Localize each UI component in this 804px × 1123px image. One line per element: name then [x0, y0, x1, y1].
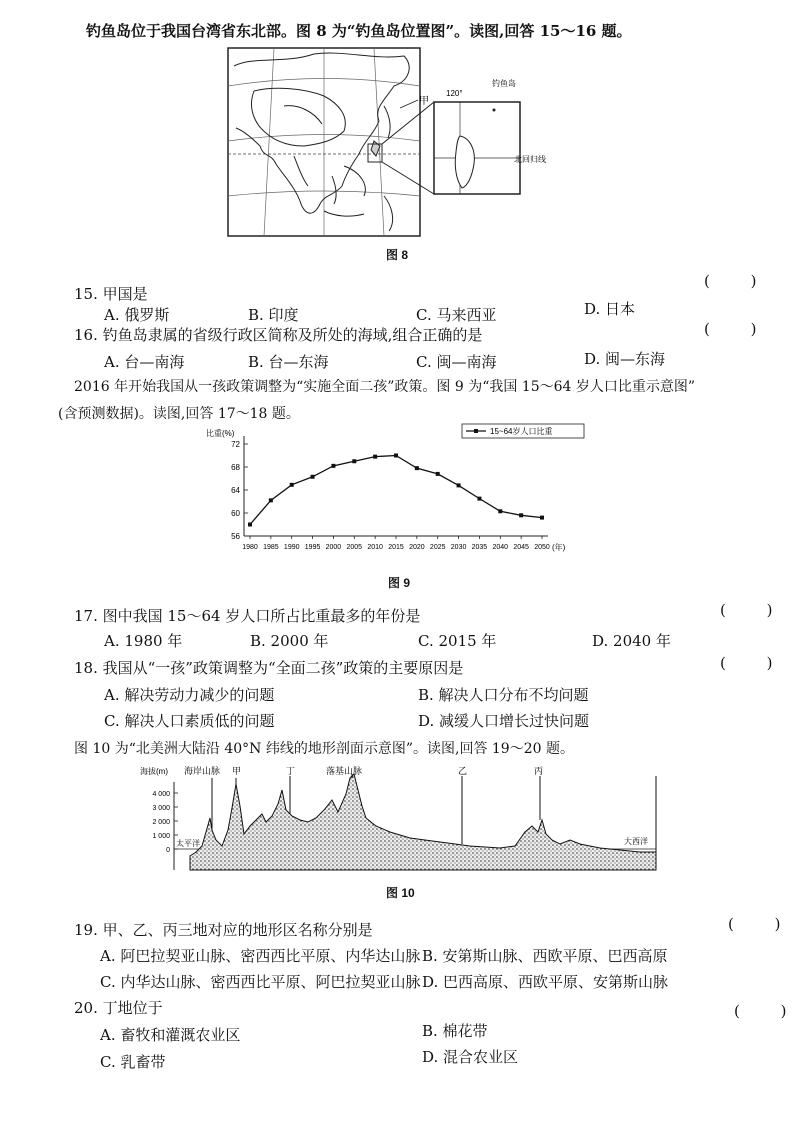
y-tick-label: 72: [231, 440, 240, 449]
x-tick-label: 2000: [325, 544, 342, 551]
legend-marker: [474, 429, 478, 433]
q20-option-b[interactable]: B. 棉花带: [422, 1022, 488, 1040]
figure-9-chart: [200, 422, 600, 564]
y-tick-label: 68: [231, 463, 240, 472]
q16-answer-blank[interactable]: ( ): [704, 320, 775, 338]
q15-answer-blank[interactable]: ( ): [704, 272, 775, 290]
q17-stem: 17. 图中我国 15～64 岁人口所占比重最多的年份是: [74, 607, 421, 625]
q15-stem: 15. 甲国是: [74, 285, 148, 303]
q20-option-a[interactable]: A. 畜牧和灌溉农业区: [100, 1026, 241, 1044]
x-tick-label: 2010: [367, 544, 383, 551]
fig8-label-jia: 甲: [419, 96, 429, 107]
q20-option-d[interactable]: D. 混合农业区: [422, 1048, 519, 1066]
q16-option-b[interactable]: B. 台—东海: [248, 353, 329, 371]
data-point: [311, 475, 315, 479]
data-point: [352, 459, 356, 463]
figure-10-caption: 图 10: [386, 886, 415, 900]
q17-option-c[interactable]: C. 2015 年: [418, 632, 497, 650]
q17-option-b[interactable]: B. 2000 年: [250, 632, 329, 650]
data-point: [519, 513, 523, 517]
q18-option-a[interactable]: A. 解决劳动力减少的问题: [104, 686, 275, 704]
data-point: [290, 483, 294, 487]
q16-stem: 16. 钓鱼岛隶属的省级行政区简称及所处的海域,组合正确的是: [74, 326, 483, 344]
y-tick-label: 60: [231, 509, 240, 518]
data-point: [540, 516, 544, 520]
fig8-label-tropic: 北回归线: [514, 155, 546, 164]
fig10-ylabel: 海拔(m): [140, 767, 168, 776]
q19-option-d[interactable]: D. 巴西高原、西欧平原、安第斯山脉: [422, 973, 669, 991]
figure-8-map: [224, 46, 546, 246]
q18-stem: 18. 我国从“一孩”政策调整为“全面二孩”政策的主要原因是: [74, 659, 464, 677]
q18-answer-blank[interactable]: ( ): [720, 654, 791, 672]
fig10-label-coast-range: 海岸山脉: [184, 766, 221, 776]
fig10-label-bing: 丙: [534, 766, 544, 776]
series-line: [250, 456, 542, 525]
fig10-label-ding: 丁: [286, 766, 296, 776]
fig10-ytick: 3 000: [152, 805, 170, 812]
fig10-ytick: 1 000: [152, 833, 170, 840]
x-axis-unit: (年): [552, 543, 566, 552]
fig10-label-atlantic: 大西洋: [624, 837, 648, 846]
data-point: [248, 523, 252, 527]
y-tick-label: 64: [231, 486, 240, 495]
figure-10-profile: [140, 760, 670, 876]
x-tick-label: 2025: [429, 544, 446, 551]
intro-text-2-line1: 2016 年开始我国从一孩政策调整为“实施全面二孩”政策。图 9 为“我国 15～64 岁人口比重示意图”: [74, 379, 696, 395]
q15-option-c[interactable]: C. 马来西亚: [416, 306, 497, 324]
fig10-label-jia: 甲: [232, 766, 242, 776]
q18-option-c[interactable]: C. 解决人口素质低的问题: [104, 712, 275, 730]
data-point: [498, 509, 502, 513]
q15-option-b[interactable]: B. 印度: [248, 306, 299, 324]
q17-option-d[interactable]: D. 2040 年: [592, 632, 671, 650]
fig10-label-yi: 乙: [458, 766, 468, 776]
q15-option-a[interactable]: A. 俄罗斯: [104, 306, 170, 324]
data-point: [457, 483, 461, 487]
q17-answer-blank[interactable]: ( ): [720, 601, 791, 619]
x-tick-label: 2050: [534, 544, 550, 551]
q17-option-a[interactable]: A. 1980 年: [104, 632, 183, 650]
q20-answer-blank[interactable]: ( ): [734, 1002, 804, 1020]
x-tick-label: 2015: [388, 544, 404, 551]
q16-option-d[interactable]: D. 闽—东海: [584, 350, 666, 368]
q19-option-b[interactable]: B. 安第斯山脉、西欧平原、巴西高原: [422, 947, 668, 965]
q20-option-c[interactable]: C. 乳畜带: [100, 1053, 166, 1071]
x-tick-label: 2005: [346, 544, 363, 551]
fig10-label-rocky: 落基山脉: [326, 766, 363, 776]
x-tick-label: 2040: [492, 544, 509, 551]
fig8-label-120: 120°: [446, 89, 463, 98]
fig10-label-pacific: 太平洋: [176, 839, 200, 848]
q20-stem: 20. 丁地位于: [74, 999, 163, 1017]
fig10-ytick: 0: [166, 847, 170, 854]
legend-label: 15~64岁人口比重: [490, 427, 553, 436]
data-point: [436, 472, 440, 476]
q16-option-a[interactable]: A. 台—南海: [104, 353, 185, 371]
figure-8-caption: 图 8: [386, 248, 409, 262]
q19-stem: 19. 甲、乙、丙三地对应的地形区名称分别是: [74, 921, 373, 939]
data-point: [415, 466, 419, 470]
data-point: [331, 464, 335, 468]
q19-option-c[interactable]: C. 内华达山脉、密西西比平原、阿巴拉契亚山脉: [100, 973, 421, 991]
fig10-ytick: 4 000: [152, 791, 170, 798]
q16-option-c[interactable]: C. 闽—南海: [416, 353, 497, 371]
fig10-ytick: 2 000: [152, 819, 170, 826]
intro-text-2-line2: (含预测数据)。读图,回答 17～18 题。: [58, 406, 300, 422]
data-point: [394, 454, 398, 458]
fig8-label-island: 钓鱼岛: [492, 79, 516, 88]
x-tick-label: 1980: [242, 544, 258, 551]
intro-text-1: 钓鱼岛位于我国台湾省东北部。图 8 为“钓鱼岛位置图”。读图,回答 15～16 题。: [86, 22, 632, 40]
q19-answer-blank[interactable]: ( ): [728, 915, 799, 933]
x-tick-label: 2030: [450, 544, 467, 551]
data-point: [373, 455, 377, 459]
q18-option-d[interactable]: D. 减缓人口增长过快问题: [418, 712, 590, 730]
data-point: [269, 498, 273, 502]
q18-option-b[interactable]: B. 解决人口分布不均问题: [418, 686, 589, 704]
q19-option-a[interactable]: A. 阿巴拉契亚山脉、密西西比平原、内华达山脉: [100, 947, 421, 965]
x-tick-label: 1990: [283, 544, 300, 551]
intro-text-3: 图 10 为“北美洲大陆沿 40°N 纬线的地形剖面示意图”。读图,回答 19～20 题。: [74, 741, 574, 757]
x-tick-label: 1995: [304, 544, 321, 551]
x-tick-label: 1985: [263, 544, 279, 551]
data-point: [477, 497, 481, 501]
figure-9-caption: 图 9: [388, 576, 411, 590]
x-tick-label: 2020: [409, 544, 425, 551]
q15-option-d[interactable]: D. 日本: [584, 300, 636, 318]
x-tick-label: 2035: [471, 544, 488, 551]
y-tick-label: 56: [231, 532, 240, 541]
y-axis-label: 比重(%): [206, 429, 235, 438]
x-tick-label: 2045: [513, 544, 529, 551]
